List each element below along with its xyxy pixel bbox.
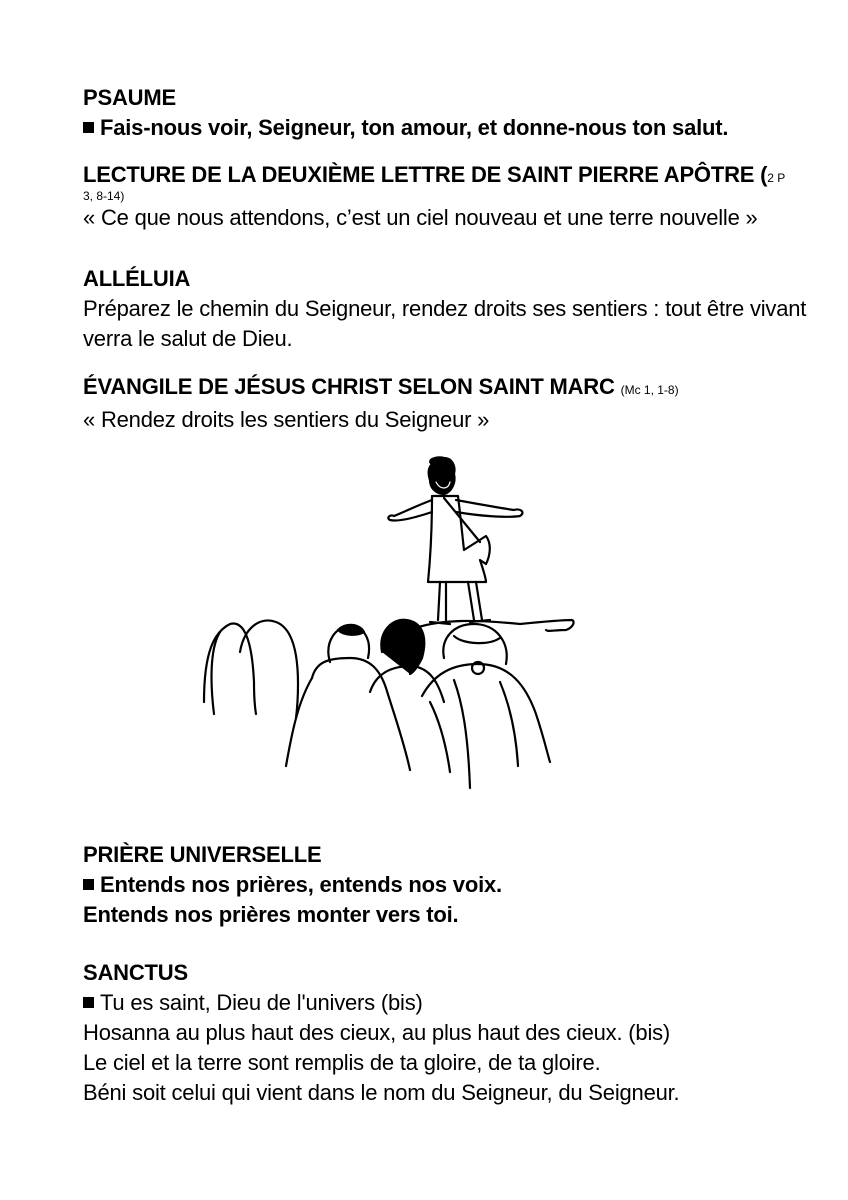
psaume-refrain: Fais-nous voir, Seigneur, ton amour, et donne-nous ton salut. [83,113,803,143]
preacher-left-arm [388,500,432,521]
crowd-cap [338,625,364,635]
preacher-legs [438,582,482,622]
psaume-section [83,83,803,143]
crowd-figure-5-body [422,664,550,762]
psaume-heading: PSAUME [83,85,176,110]
preacher-robe [428,496,490,582]
sanctus-section [83,958,803,1108]
priere-line-1: Entends nos prières, entends nos voix. [83,870,803,900]
alleluia-section [83,264,807,354]
sanctus-heading: SANCTUS [83,960,188,985]
crowd-turban-band [454,636,500,643]
crowd-figure-5-inner-left [430,702,450,772]
sanctus-line-1: Tu es saint, Dieu de l'univers (bis) [83,988,803,1018]
evangile-ref: (Mc 1, 1-8) [620,383,679,397]
evangile-heading: ÉVANGILE DE JÉSUS CHRIST SELON SAINT MARC (Mc 1, 1-8) [83,374,679,399]
evangile-quote: « Rendez droits les sentiers du Seigneur » [83,407,490,432]
alleluia-line-1: Préparez le chemin du Seigneur, rendez droits ses sentiers : tout être vivant [83,296,807,321]
lecture-heading: LECTURE DE LA DEUXIÈME LETTRE DE SAINT PIERRE APÔTRE (2 P [83,162,786,187]
crowd-figure-5-inner-mid [454,680,470,788]
preacher-with-crowd-illustration [200,452,580,792]
evangile-section [83,372,803,435]
bullet-square-icon [83,997,94,1008]
lecture-section [83,160,803,233]
bullet-square-icon [83,122,94,133]
preacher-head [429,457,455,494]
lecture-ref-end: 3, 8-14) [83,189,125,203]
sanctus-line-2: Hosanna au plus haut des cieux, au plus haut des cieux. (bis) [83,1020,671,1045]
alleluia-line-2: verra le salut de Dieu. [83,326,293,351]
bullet-square-icon [83,879,94,890]
preacher-right-arm [456,500,522,517]
sanctus-line-3: Le ciel et la terre sont remplis de ta gloire, de ta gloire. [83,1050,601,1075]
crowd-figure-5-inner-right [500,682,518,766]
lecture-ref-start: 2 P [767,171,786,185]
crowd-figure-3-body [312,658,410,770]
priere-section [83,840,803,930]
crowd-figure-2 [240,620,298,718]
alleluia-heading: ALLÉLUIA [83,266,191,291]
priere-line-2: Entends nos prières monter vers toi. [83,902,459,927]
lecture-quote: « Ce que nous attendons, c’est un ciel nouveau et une terre nouvelle » [83,205,758,230]
priere-heading: PRIÈRE UNIVERSELLE [83,842,322,867]
sanctus-line-4: Béni soit celui qui vient dans le nom du Seigneur, du Seigneur. [83,1080,680,1105]
